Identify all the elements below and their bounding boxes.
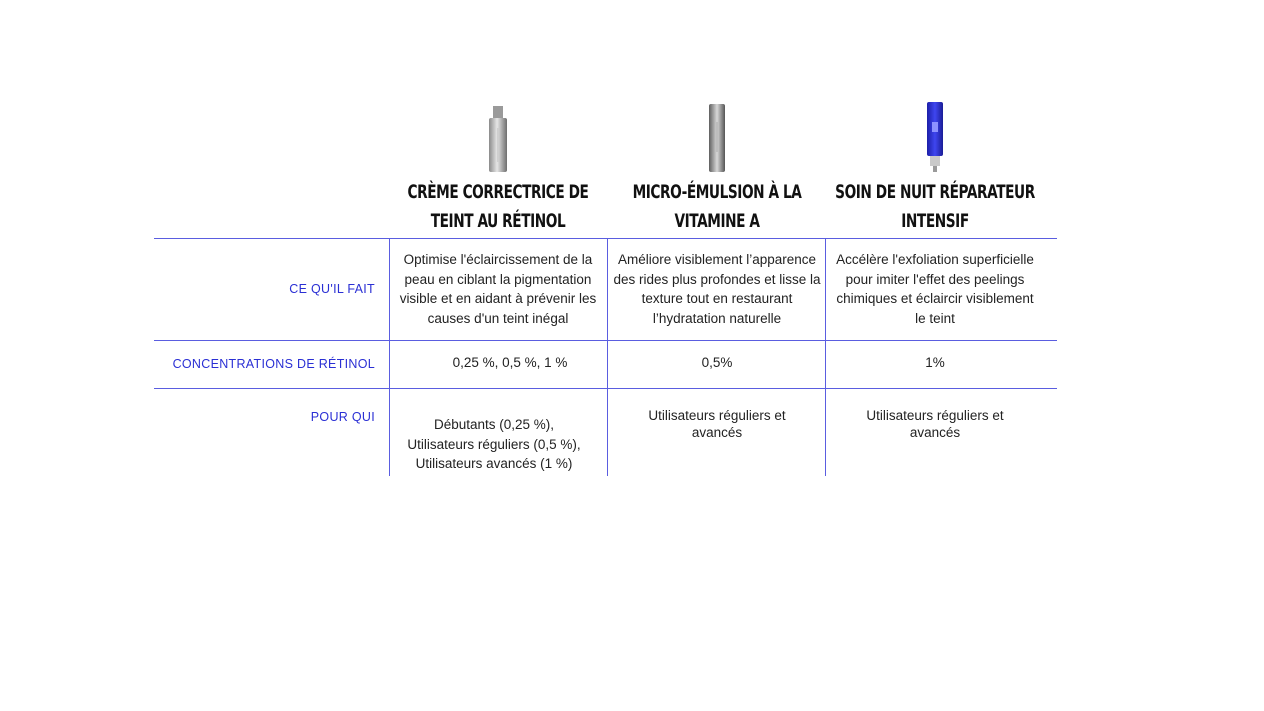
table-rule-top xyxy=(154,238,1057,239)
table-rule xyxy=(154,388,1057,389)
product-name: CRÈME CORRECTRICE DE TEINT AU RÉTINOL xyxy=(407,181,589,232)
row-label-what-it-does: CE QU'IL FAIT xyxy=(289,282,375,296)
row-label-retinol-concentrations: CONCENTRATIONS DE RÉTINOL xyxy=(172,357,375,371)
table-cell: Utilisateurs réguliers et avancés xyxy=(866,408,1004,440)
product-image-silver-pump-bottle xyxy=(389,88,607,172)
product-header-3 xyxy=(826,88,1044,236)
table-cell: Accélère l'exfoliation superficielle pour imiter l'effet des peelings chimiques et éclaircir visiblement le teint xyxy=(836,252,1034,326)
product-header-2 xyxy=(608,88,826,236)
table-cell: Améliore visiblement l’apparence des rides plus profondes et lisse la texture tout en restaurant l’hydratation naturelle xyxy=(613,252,821,326)
table-cell: 0,25 %, 0,5 %, 1 % xyxy=(452,355,568,370)
table-cell: Optimise l'éclaircissement de la peau en ciblant la pigmentation visible et en aidant à prévenir les causes d'un teint inégal xyxy=(399,252,597,326)
table-cell: Utilisateurs réguliers et avancés xyxy=(648,408,786,440)
column-divider xyxy=(825,238,826,476)
table-rule xyxy=(154,340,1057,341)
table-cell: 1% xyxy=(925,355,945,370)
table-cell: Débutants (0,25 %), Utilisateurs réguliers (0,5 %), Utilisateurs avancés (1 %) xyxy=(407,417,581,471)
product-image-silver-tall-bottle xyxy=(608,88,826,172)
product-image-blue-tube xyxy=(826,88,1044,172)
table-cell: 0,5% xyxy=(701,355,733,370)
product-name: MICRO-ÉMULSION À LA VITAMINE A xyxy=(632,181,802,232)
product-name: SOIN DE NUIT RÉPARATEUR INTENSIF xyxy=(835,181,1035,232)
product-header-1 xyxy=(389,88,607,236)
row-label-for-whom: POUR QUI xyxy=(310,410,375,424)
